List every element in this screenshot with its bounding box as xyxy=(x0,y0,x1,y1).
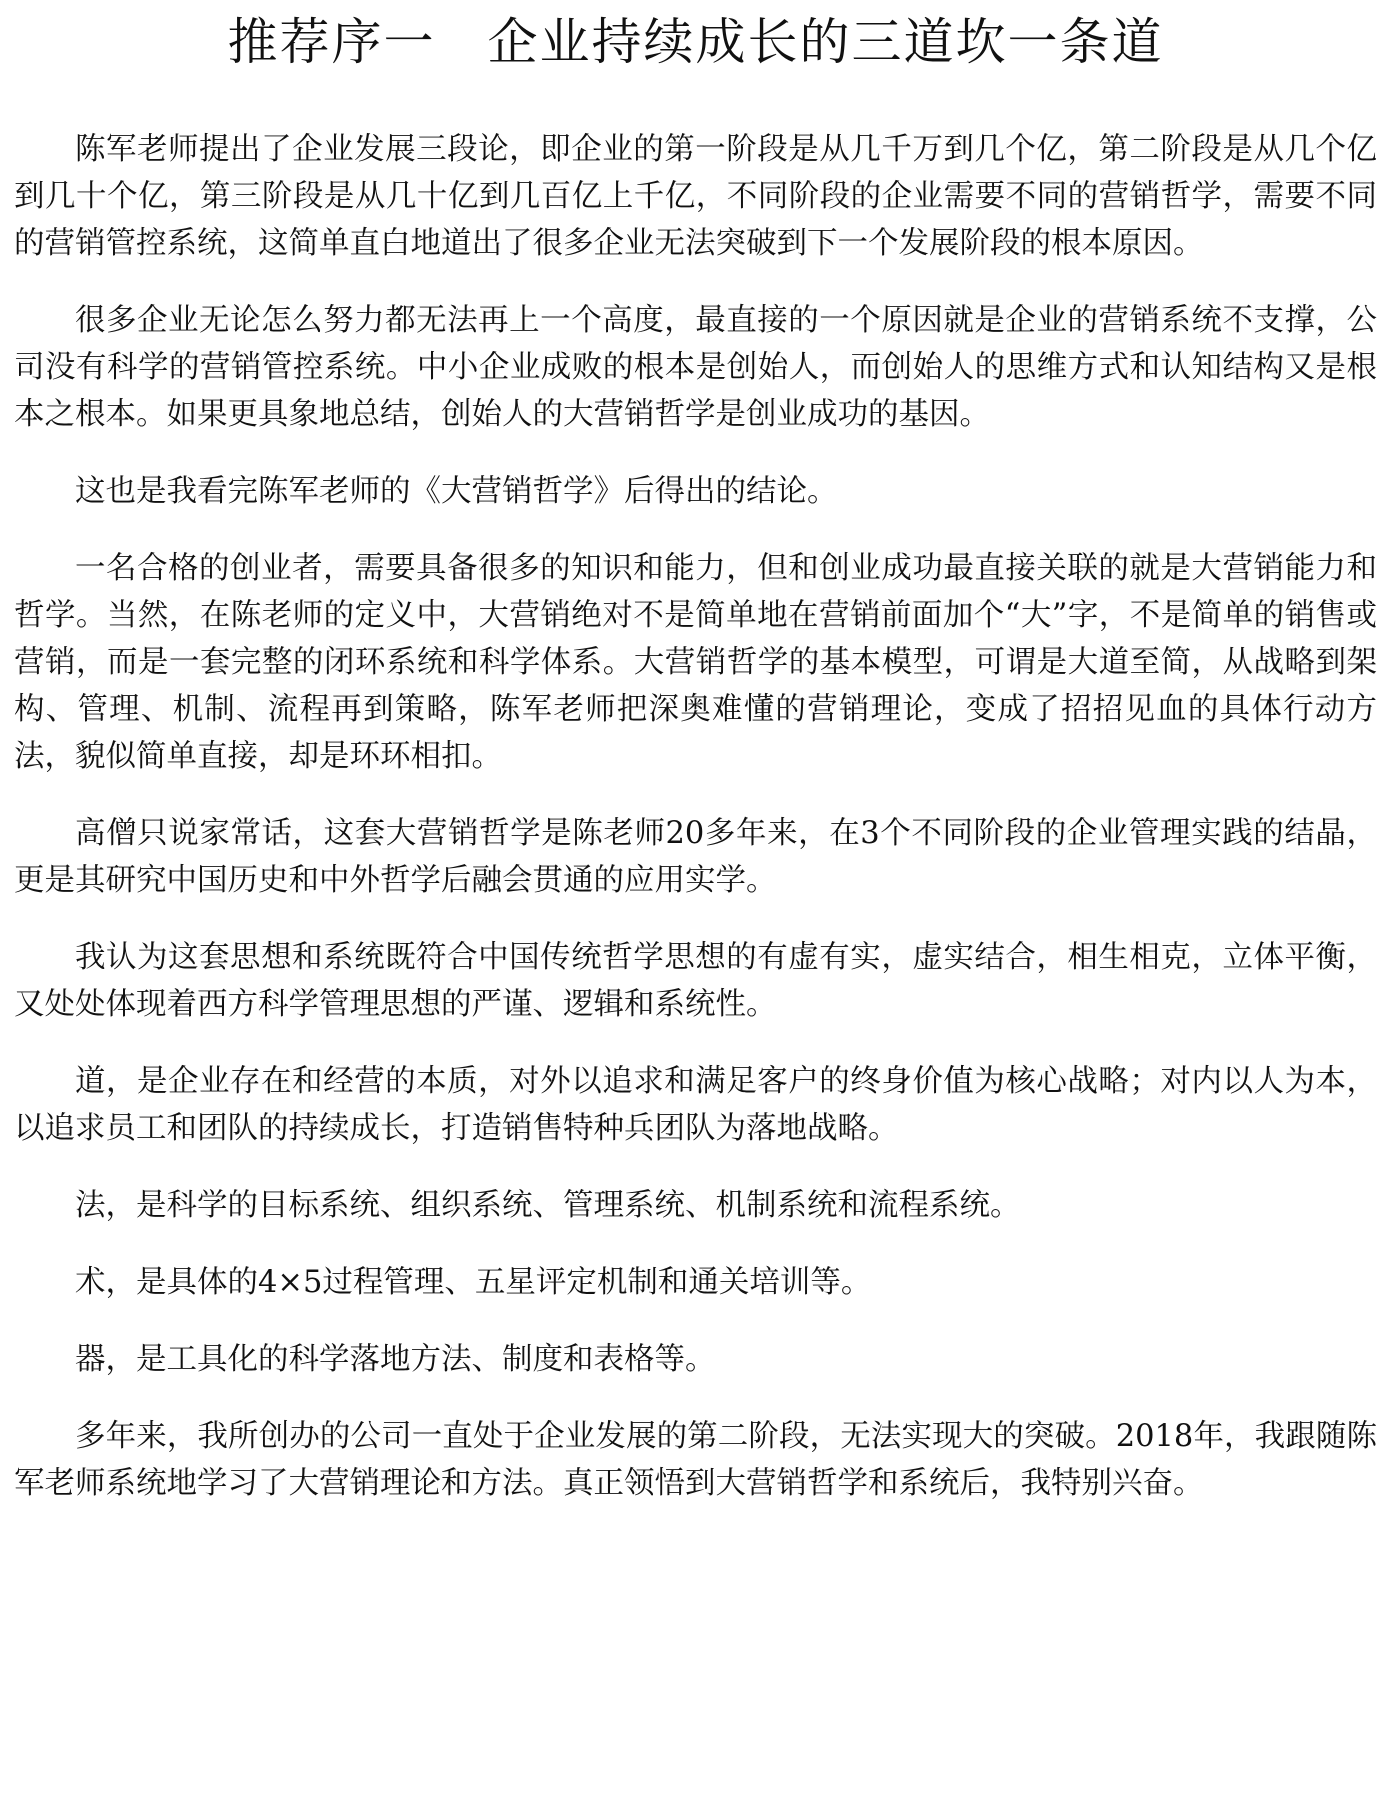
body-text xyxy=(14,126,1377,1507)
paragraph: 我认为这套思想和系统既符合中国传统哲学思想的有虚有实，虚实结合，相生相克，立体平衡，又处处体现着西方科学管理思想的严谨、逻辑和系统性。 xyxy=(14,940,1377,1022)
paragraph: 多年来，我所创办的公司一直处于企业发展的第二阶段，无法实现大的突破。2018年，我跟随陈军老师系统地学习了大营销理论和方法。真正领悟到大营销哲学和系统后，我特别兴奋。 xyxy=(14,1419,1377,1501)
paragraph: 道，是企业存在和经营的本质，对外以追求和满足客户的终身价值为核心战略；对内以人为本，以追求员工和团队的持续成长，打造销售特种兵团队为落地战略。 xyxy=(14,1064,1377,1146)
paragraph: 一名合格的创业者，需要具备很多的知识和能力，但和创业成功最直接关联的就是大营销能力和哲学。当然，在陈老师的定义中，大营销绝对不是简单地在营销前面加个“大”字，不是简单的销售或营销，而是一套完整的闭环系统和科学体系。大营销哲学的基本模型，可谓是大道至简，从战略到架构、管理、机制、流程再到策略，陈军老师把深奥难懂的营销理论，变成了招招见血的具体行动方法，貌似简单直接，却是环环相扣。 xyxy=(14,551,1377,774)
paragraph: 很多企业无论怎么努力都无法再上一个高度，最直接的一个原因就是企业的营销系统不支撑，公司没有科学的营销管控系统。中小企业成败的根本是创始人，而创始人的思维方式和认知结构又是根本之根本。如果更具象地总结，创始人的大营销哲学是创业成功的基因。 xyxy=(14,303,1377,432)
paragraph: 这也是我看完陈军老师的《大营销哲学》后得出的结论。 xyxy=(75,474,838,509)
paragraph: 器，是工具化的科学落地方法、制度和表格等。 xyxy=(75,1342,716,1377)
paragraph: 高僧只说家常话，这套大营销哲学是陈老师20多年来，在3个不同阶段的企业管理实践的结晶，更是其研究中国历史和中外哲学后融会贯通的应用实学。 xyxy=(14,816,1377,898)
paragraph: 陈军老师提出了企业发展三段论，即企业的第一阶段是从几千万到几个亿，第二阶段是从几个亿到几十个亿，第三阶段是从几十亿到几百亿上千亿，不同阶段的企业需要不同的营销哲学，需要不同的营销管控系统，这简单直白地道出了很多企业无法突破到下一个发展阶段的根本原因。 xyxy=(14,132,1377,261)
paragraph: 法，是科学的目标系统、组织系统、管理系统、机制系统和流程系统。 xyxy=(75,1188,1021,1223)
paragraph: 术，是具体的4×5过程管理、五星评定机制和通关培训等。 xyxy=(75,1265,872,1300)
page-title: 推荐序一 企业持续成长的三道坎一条道 xyxy=(227,13,1164,71)
